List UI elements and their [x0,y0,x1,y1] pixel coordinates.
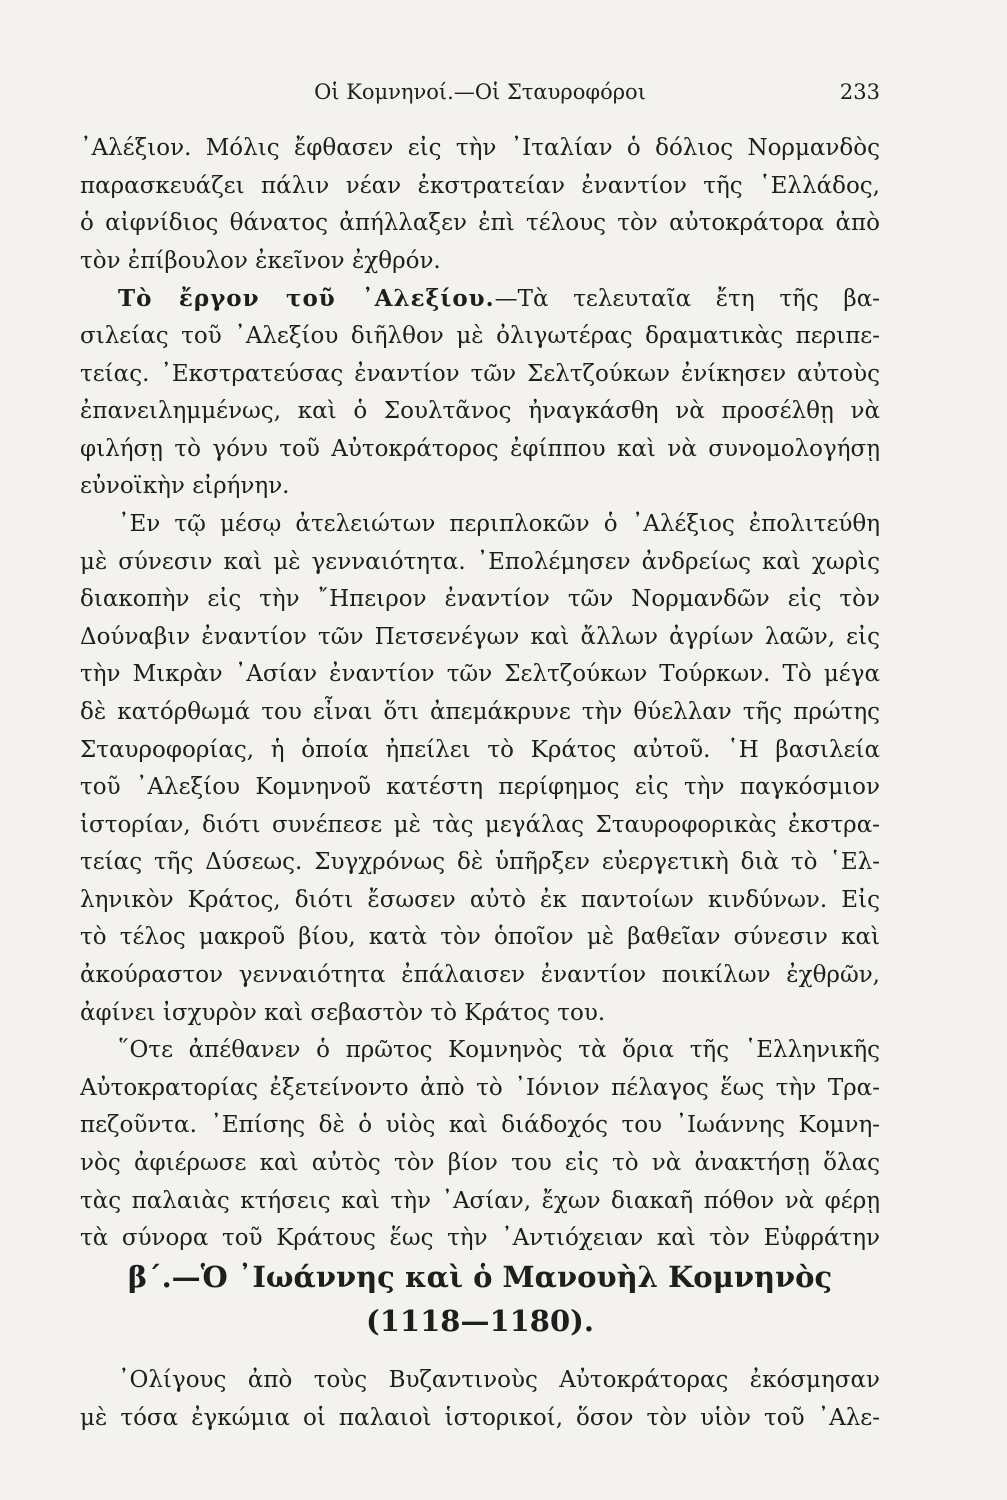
text-line: παρασκευάζει πάλιν νέαν ἐκστρατείαν ἐναντίον τῆς ῾Ελλάδος, [80,172,880,199]
text-line: ᾿Αλέξιον. Μόλις ἔφθασεν εἰς τὴν ᾿Ιταλίαν ὁ δόλιος Νορμανδὸς [80,135,880,161]
text-line: διακοπὴν εἰς τὴν ῎Ηπειρον ἐναντίον τῶν Νορμανδῶν εἰς τὸν [80,586,880,613]
running-title: Οἱ Κομνηνοί.—Οἱ Σταυροφόροι [314,80,646,104]
text-line: τὸ τέλος μακροῦ βίου, κατὰ τὸν ὁποῖον μὲ βαθεῖαν σύνεσιν καὶ [80,924,880,951]
text-line: ἐπανειλημμένως, καὶ ὁ Σουλτᾶνος ἠναγκάσθη νὰ προσέλθῃ νὰ [80,398,880,425]
page-number: 233 [839,80,880,104]
text-line: μὲ σύνεσιν καὶ μὲ γενναιότητα. ᾿Επολέμησεν ἀνδρείως καὶ χωρὶς [80,548,880,575]
text-line: Αὐτοκρατορίας ἐξετείνοντο ἀπὸ τὸ ᾿Ιόνιον πέλαγος ἕως τὴν Τρα- [80,1074,880,1101]
text-line: ἀφίνει ἰσχυρὸν καὶ σεβαστὸν τὸ Κράτος του. [80,999,606,1026]
text-line: ὁ αἰφνίδιος θάνατος ἀπήλλαξεν ἐπὶ τέλους τὸν αὐτοκράτορα ἀπὸ [80,210,880,237]
text-line: φιλήσῃ τὸ γόνυ τοῦ Αὐτοκράτορος ἐφίππου καὶ νὰ συνομολογήσῃ [80,435,880,462]
section-heading [80,1255,880,1343]
text-line: τείας. ᾿Εκστρατεύσας ἐναντίον τῶν Σελτζούκων ἐνίκησεν αὐτοὺς [80,360,880,387]
text-line: τοῦ ᾿Αλεξίου Κομνηνοῦ κατέστη περίφημος εἰς τὴν παγκόσμιον [80,774,880,801]
text-line: τείας τῆς Δύσεως. Συγχρόνως δὲ ὑπῆρξεν εὐεργετικὴ διὰ τὸ ῾Ελ- [80,849,880,876]
text-line: ᾿Εν τῷ μέσῳ ἀτελειώτων περιπλοκῶν ὁ ᾿Αλέξιος ἐπολιτεύθη [118,510,880,537]
subhead: Τὸ ἔργον τοῦ ᾿Αλεξίου. [118,285,495,313]
book-page [80,0,880,1500]
subhead-rest: —Τὰ τελευταῖα ἔτη τῆς βα- [494,286,880,313]
section-title: β΄.—Ὁ ᾿Ιωάννης καὶ ὁ Μανουὴλ Κομνηνὸς [127,1260,833,1294]
text-line: μὲ τόσα ἐγκώμια οἱ παλαιοὶ ἱστορικοί, ὅσον τὸν υἱὸν τοῦ ᾿Αλε- [80,1404,880,1431]
text-line: ἀκούραστον γενναιότητα ἐπάλαισεν ἐναντίον ποικίλων ἐχθρῶν, [80,962,880,989]
subhead-line [80,280,880,318]
text-line: Δούναβιν ἐναντίον τῶν Πετσενέγων καὶ ἄλλων ἀγρίων λαῶν, εἰς [80,623,880,650]
running-header [80,80,880,110]
text-line: σιλείας τοῦ ᾿Αλεξίου διῆλθον μὲ ὀλιγωτέρας δραματικὰς περιπε- [80,322,880,349]
body-text [80,130,880,1258]
text-line: ᾿Ολίγους ἀπὸ τοὺς Βυζαντινοὺς Αὐτοκράτορας ἐκόσμησαν [118,1367,880,1393]
text-line: Σταυροφορίας, ἡ ὁποία ἠπείλει τὸ Κράτος αὐτοῦ. ῾Η βασιλεία [80,736,880,763]
section-years: (1118—1180). [366,1304,594,1338]
text-line: ληνικὸν Κράτος, διότι ἔσωσεν αὐτὸ ἐκ παντοίων κινδύνων. Εἰς [80,886,880,913]
text-line: εὐνοϊκὴν εἰρήνην. [80,473,290,500]
text-line: τὰ σύνορα τοῦ Κράτους ἕως τὴν ᾿Αντιόχειαν καὶ τὸν Εὐφράτην [80,1225,880,1252]
text-line: πεζοῦντα. ᾿Επίσης δὲ ὁ υἱὸς καὶ διάδοχός του ᾿Ιωάννης Κομνη- [80,1112,880,1139]
text-line: νὸς ἀφιέρωσε καὶ αὐτὸς τὸν βίον του εἰς τὸ νὰ ἀνακτήσῃ ὅλας [80,1150,880,1177]
text-line: δὲ κατόρθωμά του εἶναι ὅτι ἀπεμάκρυνε τὴν θύελλαν τῆς πρώτης [80,698,880,725]
text-line: τὰς παλαιὰς κτήσεις καὶ τὴν ᾿Ασίαν, ἔχων διακαῆ πόθον νὰ φέρῃ [80,1187,880,1214]
text-line: τὴν Μικρὰν ᾿Ασίαν ἐναντίον τῶν Σελτζούκων Τούρκων. Τὸ μέγα [80,661,880,688]
text-line: ῞Οτε ἀπέθανεν ὁ πρῶτος Κομνηνὸς τὰ ὅρια τῆς ῾Ελληνικῆς [118,1037,880,1064]
text-line: ἱστορίαν, διότι συνέπεσε μὲ τὰς μεγάλας Σταυροφορικὰς ἐκστρα- [80,811,880,838]
body-text-continued [80,1362,880,1437]
text-line: τὸν ἐπίβουλον ἐκεῖνον ἐχθρόν. [80,247,441,274]
